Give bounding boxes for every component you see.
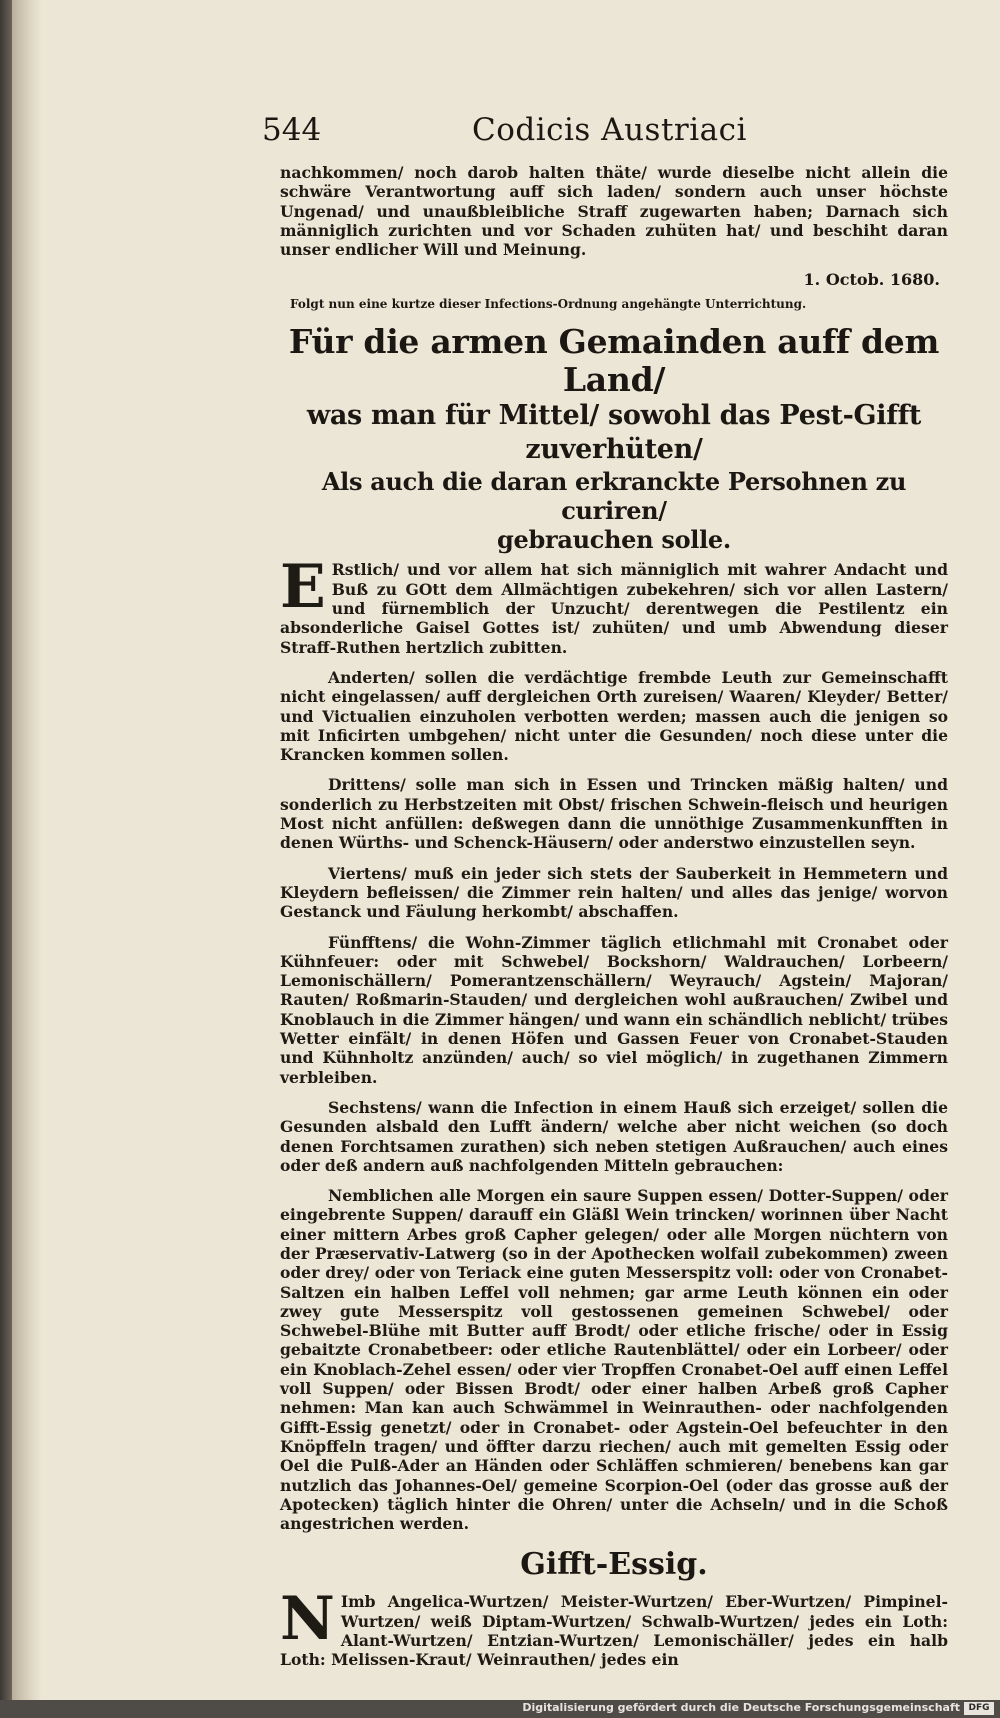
section-heading: Gifft-Essig. — [520, 1547, 708, 1583]
running-title: Codicis Austriaci — [472, 112, 747, 148]
subheading: Folgt nun eine kurtze dieser Infections-Ordnung angehängte Unterrichtung. — [290, 297, 807, 312]
digitization-footer — [0, 1700, 1000, 1718]
main-heading-line-3: Als auch die daran erkranckte Persohnen zu curiren/ — [321, 467, 907, 526]
main-heading-line-2: was man für Mittel/ sowohl das Pest-Gifft zuverhüten/ — [306, 400, 922, 466]
digitization-credit: Digitalisierung gefördert durch die Deutsche Forschungsgemeinschaft — [522, 1701, 960, 1714]
paragraph-drittens: Drittens/ solle man sich in Essen und Trincken mäßig halten/ und sonderlich zu Herbstzeiten mit Obst/ frischen Schwein-fleisch und heurigen Most nicht anfüllen: deßwegen dann die unnöthige Zusammenkunfften in denen Würths- und Schenck-Häusern/ oder anderstwo einzustellen seyn. — [280, 775, 948, 853]
paragraph-anderten: Anderten/ sollen die verdächtige frembde Leuth zur Gemeinschafft nicht eingelassen/ auff dergleichen Orth zureisen/ Waaren/ Kleyder/ Better/ und Victualien einzuholen verbotten werden; massen auch die jenigen so mit Inficirten umbgehen/ nicht unter die Gesunden/ noch diese unter die Krancken kommen sollen. — [280, 667, 948, 765]
page-gutter-shadow — [12, 0, 42, 1700]
page-body — [280, 163, 948, 1681]
book-page — [12, 0, 1000, 1700]
opening-paragraph: nachkommen/ noch darob halten thäte/ wurde dieselbe nicht allein die schwäre Verantwortung auff sich laden/ sondern auch unser höchste Ungenad/ und unaußbleibliche Straff zugewarten haben; Darnach sich männiglich zurichten und vor Schaden zuhüten hat/ und beschiht daran unser endlicher Will und Meinung. — [280, 163, 948, 260]
page-number: 544 — [262, 112, 322, 148]
paragraph-sechstens: Sechstens/ wann die Infection in einem Hauß sich erzeiget/ sollen die Gesunden alsbald den Lufft ändern/ welche aber nicht weichen (so doch denen Forchtsamen zurathen) sich neben stetigen Außrauchen/ auch eines oder deß andern auß nachfolgenden Mitteln gebrauchen: — [280, 1097, 948, 1175]
main-heading — [280, 323, 948, 554]
page-header — [262, 112, 762, 152]
main-heading-line-4: gebrauchen solle. — [497, 525, 731, 555]
paragraph-nimb-text: Imb Angelica-Wurtzen/ Meister-Wurtzen/ Eber-Wurtzen/ Pimpinel-Wurtzen/ weiß Diptam-Wurtzen/ Schwalb-Wurtzen/ jedes ein Loth: Alant-Wurtzen/ Entzian-Wurtzen/ Lemonischäller/ jedes ein halb Loth: Melissen-Kraut/ Weinrauthen/ jedes ein — [280, 1592, 948, 1670]
paragraph-nimb — [280, 1584, 948, 1670]
paragraph-fuenfftens: Fünfftens/ die Wohn-Zimmer täglich etlichmahl mit Cronabet oder Kühnfeuer: oder mit Schwebel/ Bockshorn/ Waldrauchen/ Lorbeern/ Lemonischällern/ Pomerantzenschällern/ Weyrauch/ Agstein/ Majoran/ Rauten/ Roßmarin-Stauden/ und dergleichen wohl außrauchen/ Zwibel und Knoblauch in die Zimmer hängen/ und wann ein schändlich neblicht/ trübes Wetter einfält/ in denen Höfen und Gassen Feuer von Cronabet-Stauden und Kühnholtz anzünden/ auch/ so viel möglich/ in zugethanen Zimmern verbleiben. — [280, 932, 948, 1087]
paragraph-erstlich-text: Rstlich/ und vor allem hat sich männiglich mit wahrer Andacht und Buß zu GOtt dem Allmächtigen zubekehren/ sich vor allen Lastern/ und fürnemblich der Unzucht/ derentwegen die Pestilentz ein absonderliche Gaisel Gottes ist/ zuhüten/ und umb Abwendung dieser Straff-Ruthen hertzlich zubitten. — [280, 560, 948, 657]
dfg-logo: DFG — [964, 1702, 994, 1715]
paragraph-viertens: Viertens/ muß ein jeder sich stets der Sauberkeit in Hemmetern und Kleydern befleissen/ die Zimmer rein halten/ und alles das jenige/ worvon Gestanck und Fäulung herkombt/ abschaffen. — [280, 863, 948, 922]
paragraph-erstlich — [280, 552, 948, 657]
decree-date: 1. Octob. 1680. — [803, 270, 940, 290]
drop-cap: N — [280, 1584, 335, 1655]
drop-cap: E — [280, 552, 326, 623]
main-heading-line-1: Für die armen Gemainden auff dem Land/ — [288, 322, 940, 400]
paragraph-nemblichen: Nemblichen alle Morgen ein saure Suppen essen/ Dotter-Suppen/ oder eingebrente Suppen/ darauff ein Gläßl Wein trincken/ worinnen über Nacht einer mittern Arbes groß Capher gelegen/ oder alle Morgen nüchtern von der Præservativ-Latwerg (so in der Apothecken wolfail zubekommen) zween oder drey/ oder von Teriack eine guten Messerspitz voll: oder von Cronabet-Saltzen ein halben Leffel voll nehmen; gar arme Leuth können ein oder zwey gute Messerspitz voll gestossenen gemeinen Schwebel/ oder Schwebel-Blühe mit Butter auff Brodt/ oder etliche frische/ oder in Essig gebaitzte Cronabetbeer: oder etliche Rautenblättel/ oder ein Lorbeer/ oder ein Knoblach-Zehel essen/ oder vier Tropffen Cronabet-Oel auff einen Leffel voll Suppen/ oder Bissen Brodt/ oder einer halben Arbeß groß Capher nehmen: Man kan auch Schwämmel in Weinrauthen- oder nachfolgenden Gifft-Essig genetzt/ oder in Cronabet- oder Agstein-Oel befeuchter in den Knöpffeln tragen/ und öffter darzu riechen/ auch mit gemelten Essig oder Oel die Pulß-Ader an Händen oder Schläffen schmieren/ benebens kan gar nutzlich das Johannes-Oel/ gemeine Scorpion-Oel (oder das grosse auß der Apotecken) täglich hinter die Ohren/ unter die Achseln/ und in die Schoß angestrichen werden. — [280, 1186, 948, 1534]
book-edge — [0, 0, 12, 1718]
